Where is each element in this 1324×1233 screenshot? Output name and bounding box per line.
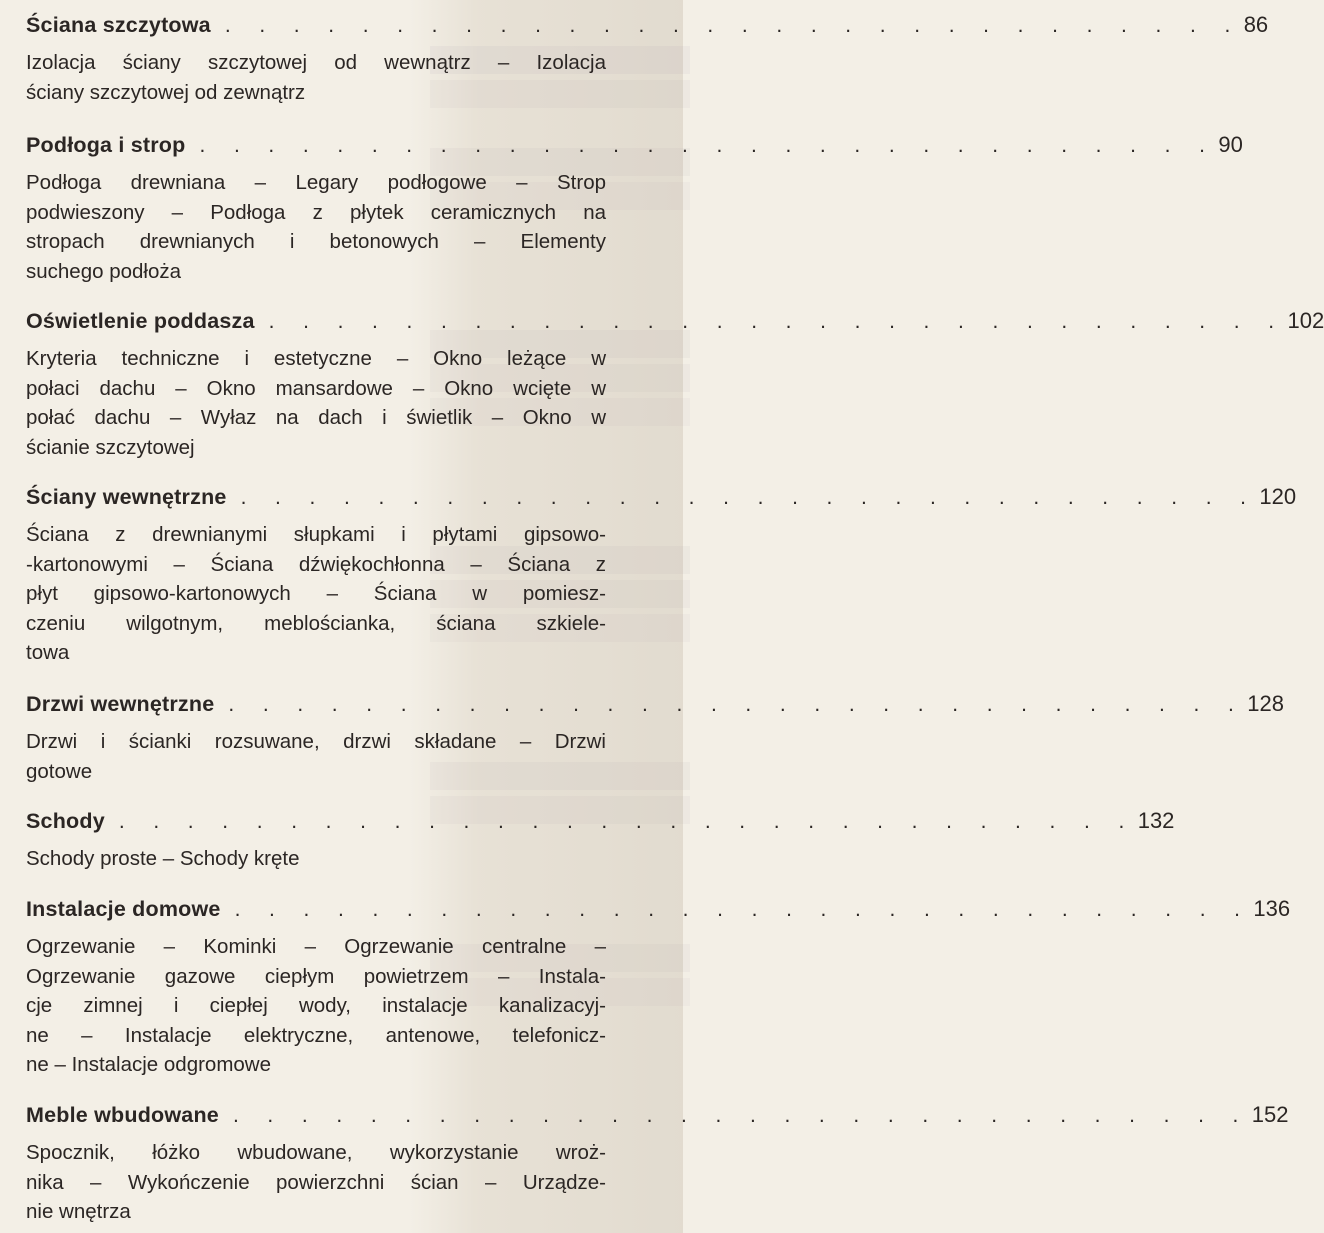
chapter-title: Oświetlenie poddasza xyxy=(26,309,255,333)
page-number: 90 xyxy=(1218,132,1243,157)
chapter-title: Podłoga i strop xyxy=(26,133,186,157)
dot-leader: . . . . . . . . . . . . . . . . . . . . . . . . . . . . . . xyxy=(232,1104,1250,1127)
toc-entry xyxy=(26,896,1291,1102)
description-line: stropach drewnianych i betonowych – Elementy xyxy=(26,230,606,254)
description-line: cje zimnej i ciepłej wody, instalacje kanalizacyj- xyxy=(26,994,606,1018)
chapter-title: Meble wbudowane xyxy=(26,1103,219,1127)
chapter-description xyxy=(26,844,606,874)
dot-leader: . . . . . . . . . . . . . . . . . . . . . . . . . . . . . . xyxy=(268,310,1286,333)
toc-entry-heading[interactable] xyxy=(26,808,1175,844)
description-line: Drzwi i ścianki rozsuwane, drzwi składane – Drzwi xyxy=(26,730,606,753)
chapter-title: Drzwi wewnętrzne xyxy=(26,692,215,716)
description-line: Ogrzewanie – Kominki – Ogrzewanie centralne – xyxy=(26,935,606,958)
dot-leader: . . . . . . . . . . . . . . . . . . . . . . . . . . . . . . xyxy=(240,486,1258,509)
description-line: połaci dachu – Okno mansardowe – Okno wcięte w xyxy=(26,376,606,400)
description-line: Podłoga drewniana – Legary podłogowe – Strop xyxy=(26,171,606,194)
description-line: -kartonowymi – Ściana dźwiękochłonna – Ściana z xyxy=(26,552,606,576)
chapter-description xyxy=(26,344,606,462)
description-line: połać dachu – Wyłaz na dach i świetlik – Okno w xyxy=(26,406,606,430)
description-line: gotowe xyxy=(26,759,93,783)
chapter-title: Schody xyxy=(26,809,105,833)
toc-entry-heading[interactable] xyxy=(26,484,1297,520)
toc-entry-heading[interactable] xyxy=(26,896,1291,932)
description-line: nie wnętrza xyxy=(26,1200,131,1224)
description-line: Spocznik, łóżko wbudowane, wykorzystanie wroż- xyxy=(26,1141,606,1164)
chapter-description xyxy=(26,1138,606,1227)
description-line: towa xyxy=(26,641,70,665)
table-of-contents xyxy=(26,12,1324,1232)
description-line: Schody proste – Schody kręte xyxy=(26,847,300,870)
chapter-description xyxy=(26,932,606,1080)
description-line: nika – Wykończenie powierzchni ścian – Urządze- xyxy=(26,1170,606,1194)
description-line: ścianie szczytowej xyxy=(26,435,195,459)
toc-entry-heading[interactable] xyxy=(26,308,1324,344)
chapter-title: Ściana szczytowa xyxy=(26,13,211,37)
description-line: czeniu wilgotnym, meblościanka, ściana szkiele- xyxy=(26,611,606,635)
chapter-title: Instalacje domowe xyxy=(26,897,221,921)
description-line: ne – Instalacje odgromowe xyxy=(26,1053,272,1077)
toc-entry-heading[interactable] xyxy=(26,132,1243,168)
toc-entry xyxy=(26,308,1324,484)
description-line: ne – Instalacje elektryczne, antenowe, telefonicz- xyxy=(26,1023,606,1047)
chapter-description xyxy=(26,727,606,786)
dot-leader: . . . . . . . . . . . . . . . . . . . . . . . . . . . . . . xyxy=(118,810,1136,833)
description-line: Kryteria techniczne i estetyczne – Okno leżące w xyxy=(26,347,606,370)
toc-entry xyxy=(26,132,1243,308)
chapter-title: Ściany wewnętrzne xyxy=(26,485,227,509)
toc-entry-heading[interactable] xyxy=(26,1102,1289,1138)
page-number: 86 xyxy=(1243,12,1269,37)
dot-leader: . . . . . . . . . . . . . . . . . . . . . . . . . . . . . . xyxy=(234,898,1252,921)
toc-entry xyxy=(26,808,1175,896)
chapter-description xyxy=(26,48,606,107)
page-number: 102 xyxy=(1287,308,1324,333)
description-line: podwieszony – Podłoga z płytek ceramicznych na xyxy=(26,200,606,224)
dot-leader: . . . . . . . . . . . . . . . . . . . . . . . . . . . . . . xyxy=(224,14,1242,37)
toc-entry xyxy=(26,12,1269,132)
page-number: 136 xyxy=(1253,896,1291,921)
dot-leader: . . . . . . . . . . . . . . . . . . . . . . . . . . . . . . xyxy=(199,134,1217,157)
toc-entry xyxy=(26,484,1297,691)
description-line: Ściana z drewnianymi słupkami i płytami gipsowo- xyxy=(26,523,606,546)
description-line: płyt gipsowo-kartonowych – Ściana w pomiesz- xyxy=(26,582,606,606)
toc-entry-heading[interactable] xyxy=(26,691,1284,727)
chapter-description xyxy=(26,520,606,668)
dot-leader: . . . . . . . . . . . . . . . . . . . . . . . . . . . . . . xyxy=(228,693,1246,716)
description-line: Izolacja ściany szczytowej od wewnątrz – Izolacja xyxy=(26,51,606,74)
page-number: 152 xyxy=(1251,1102,1289,1127)
description-line: suchego podłoża xyxy=(26,259,182,283)
chapter-description xyxy=(26,168,606,286)
description-line: ściany szczytowej od zewnątrz xyxy=(26,80,306,104)
page-number: 120 xyxy=(1259,484,1297,509)
toc-entry xyxy=(26,1102,1289,1232)
page-number: 128 xyxy=(1247,691,1284,716)
toc-entry xyxy=(26,691,1284,808)
page-number: 132 xyxy=(1137,808,1175,833)
description-line: Ogrzewanie gazowe ciepłym powietrzem – Instala- xyxy=(26,964,606,988)
toc-entry-heading[interactable] xyxy=(26,12,1269,48)
